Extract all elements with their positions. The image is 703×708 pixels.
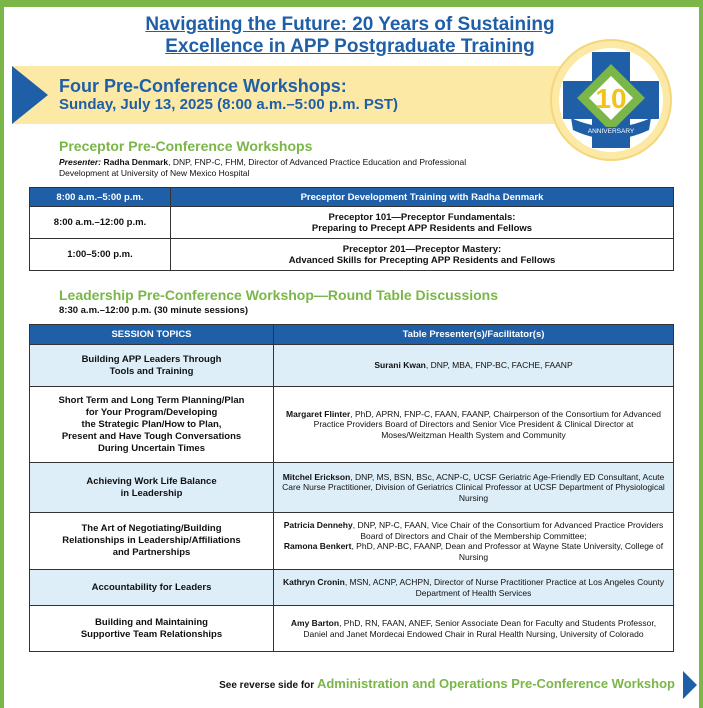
leadership-table: [29, 324, 674, 652]
logo-ribbon: ANNIVERSARY: [587, 128, 635, 135]
logo-number: 10: [595, 83, 627, 114]
top-border: [0, 0, 703, 7]
session-topic: The Art of Negotiating/Building Relationships in Leadership/Affiliations and Partnerships: [30, 513, 274, 570]
session-topic: Achieving Work Life Balance in Leadership: [30, 463, 274, 513]
footer-arrow-icon: [683, 671, 697, 699]
presenter-name: Radha Denmark: [103, 157, 169, 167]
session-time: 1:00–5:00 p.m.: [30, 239, 171, 271]
table-row: [30, 463, 674, 513]
table-row: [30, 606, 674, 652]
session-topic: Building and Maintaining Supportive Team Relationships: [30, 606, 274, 652]
session-presenter: Surani Kwan, DNP, MBA, FNP-BC, FACHE, FAANP: [274, 345, 674, 387]
presenter-label: Presenter:: [59, 157, 102, 167]
session-topic: Accountability for Leaders: [30, 570, 274, 606]
preceptor-presenter: [59, 157, 489, 179]
col-presenters: Table Presenter(s)/Facilitator(s): [274, 325, 674, 345]
page-title: [120, 14, 580, 58]
table-row: [30, 207, 674, 239]
anniversary-logo: [549, 38, 673, 162]
session-time: 8:00 a.m.–12:00 p.m.: [30, 207, 171, 239]
table-row: [30, 513, 674, 570]
banner-title: Four Pre-Conference Workshops:: [59, 76, 347, 96]
session-presenter: Margaret Flinter, PhD, APRN, FNP-C, FAAN, FAANP, Chairperson of the Consortium for Advanced Practice Providers Board of Directors and Senior Vice President & Clinical Director at Moses/Weitzman Health System and Community: [274, 387, 674, 463]
session-presenter: Patricia Dennehy, DNP, NP-C, FAAN, Vice Chair of the Consortium for Advanced Practice Providers Board of Directors and Chair of the Membership Committee; Ramona Benkert, PhD, ANP-BC, FAANP, Dean and Professor at Wayne State University, College of Nursing: [274, 513, 674, 570]
footer-prefix: See reverse side for: [219, 680, 315, 691]
table-row: [30, 570, 674, 606]
preceptor-section-title: Preceptor Pre-Conference Workshops: [59, 138, 313, 154]
table-row: [30, 345, 674, 387]
col-session-topics: SESSION TOPICS: [30, 325, 274, 345]
session-presenter: Amy Barton, PhD, RN, FAAN, ANEF, Senior Associate Dean for Faculty and Students Professor, Daniel and Janet Mordecai Endowed Chair in Rural Health Nursing, University of Colorado: [274, 606, 674, 652]
left-border: [0, 0, 4, 708]
footer-link-text: Administration and Operations Pre-Conference Workshop: [316, 676, 675, 691]
session-topic: Short Term and Long Term Planning/Plan for Your Program/Developing the Strategic Plan/How to Plan, Present and Have Tough Conversations During Uncertain Times: [30, 387, 274, 463]
footer-note: [219, 676, 675, 691]
session-title: Preceptor 101—Preceptor Fundamentals: Preparing to Precept APP Residents and Fellows: [171, 207, 674, 239]
preceptor-schedule-table: [29, 187, 674, 271]
preceptor-header-title: Preceptor Development Training with Radha Denmark: [171, 188, 674, 207]
preceptor-header-time: 8:00 a.m.–5:00 p.m.: [30, 188, 171, 207]
right-border: [699, 0, 703, 708]
presenter-desc: , DNP, FNP-C, FHM, Director of Advanced Practice Education and Professional Development at University of New Mexico Hospital: [59, 157, 467, 178]
session-topic: Building APP Leaders Through Tools and Training: [30, 345, 274, 387]
table-row: [30, 387, 674, 463]
session-presenter: Kathryn Cronin, MSN, ACNP, ACHPN, Director of Nurse Practitioner Practice at Los Angeles County Department of Health Services: [274, 570, 674, 606]
banner-arrow-icon: [12, 66, 48, 124]
title-line-2: Excellence in APP Postgraduate Training: [165, 36, 535, 57]
session-presenter: Mitchel Erickson, DNP, MS, BSN, BSc, ACNP-C, UCSF Geriatric Age-Friendly ED Consultant, Acute Care Nurse Practitioner, Division of Geriatrics Clinical Professor at UCSF Department of Physiological Nursing: [274, 463, 674, 513]
title-line-1: Navigating the Future: 20 Years of Sustaining: [145, 14, 555, 35]
table-row: [30, 239, 674, 271]
session-title: Preceptor 201—Preceptor Mastery: Advanced Skills for Precepting APP Residents and Fellows: [171, 239, 674, 271]
leadership-time: 8:30 a.m.–12:00 p.m. (30 minute sessions): [59, 305, 249, 316]
banner-date: Sunday, July 13, 2025 (8:00 a.m.–5:00 p.m. PST): [59, 96, 399, 113]
leadership-section-title: Leadership Pre-Conference Workshop—Round Table Discussions: [59, 287, 499, 303]
